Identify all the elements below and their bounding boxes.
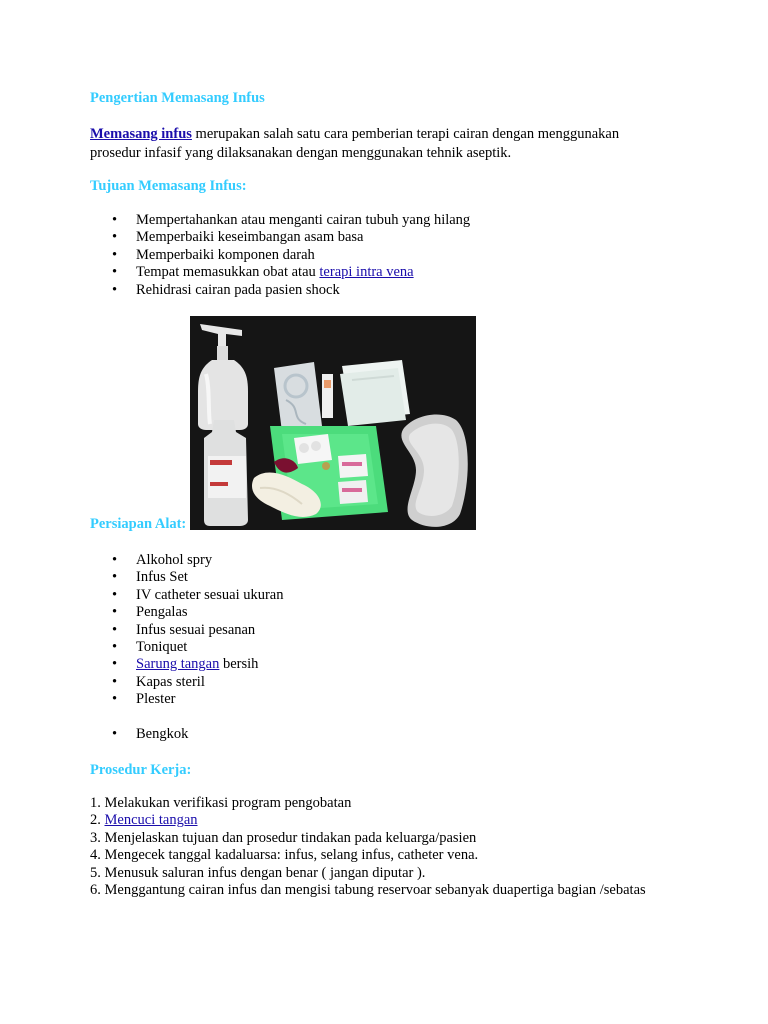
list-item: • Rehidrasi cairan pada pasien shock bbox=[90, 282, 470, 299]
intro-text-line1: merupakan salah satu cara pemberian terapi cairan dengan menggunakan bbox=[191, 126, 620, 142]
list-item: • Toniquet bbox=[90, 639, 284, 656]
list-item: 4. Mengecek tanggal kadaluarsa: infus, selang infus, catheter vena. bbox=[90, 847, 479, 864]
list-item: • IV catheter sesuai ukuran bbox=[90, 587, 284, 604]
link-memasang-infus[interactable]: Memasang infus bbox=[90, 126, 192, 142]
list-item: • Memperbaiki komponen darah bbox=[90, 247, 470, 264]
list-item: 5. Menusuk saluran infus dengan benar ( jangan diputar ). bbox=[90, 864, 426, 881]
heading-prosedur: Prosedur Kerja: bbox=[90, 762, 192, 778]
list-item: • Sarung tangan bersih bbox=[90, 656, 284, 673]
list-item: • Memperbaiki keseimbangan asam basa bbox=[90, 229, 470, 246]
intro-paragraph bbox=[90, 125, 690, 163]
list-item: 1. Melakukan verifikasi program pengobatan bbox=[90, 795, 352, 811]
alat-list-continued bbox=[90, 726, 188, 743]
list-item: 6. Menggantung cairan infus dan mengisi tabung reservoar sebanyak duapertiga bagian /sebatas bbox=[90, 881, 646, 898]
link-terapi-intra-vena[interactable]: terapi intra vena bbox=[319, 264, 414, 281]
intro-text-line2: prosedur infasif yang dilaksanakan dengan menggunakan tehnik aseptik. bbox=[90, 145, 512, 161]
list-item: • Infus Set bbox=[90, 569, 284, 586]
heading-tujuan: Tujuan Memasang Infus: bbox=[90, 178, 247, 194]
list-item: • Tempat memasukkan obat atau terapi intra vena bbox=[90, 264, 470, 281]
link-sarung-tangan[interactable]: Sarung tangan bbox=[136, 656, 220, 673]
prosedur-list bbox=[90, 795, 646, 899]
infusion-equipment-photo bbox=[190, 316, 476, 530]
list-item: • Mempertahankan atau menganti cairan tubuh yang hilang bbox=[90, 212, 470, 229]
list-item: • Pengalas bbox=[90, 604, 284, 621]
tujuan-list bbox=[90, 212, 470, 299]
link-mencuci-tangan[interactable]: Mencuci tangan bbox=[104, 812, 198, 829]
list-item: • Alkohol spry bbox=[90, 552, 284, 569]
alat-list bbox=[90, 552, 284, 709]
heading-persiapan: Persiapan Alat: bbox=[90, 516, 187, 532]
list-item: • Plester bbox=[90, 691, 284, 708]
list-item: 3. Menjelaskan tujuan dan prosedur tindakan pada keluarga/pasien bbox=[90, 829, 477, 846]
list-item: • Bengkok bbox=[90, 726, 188, 743]
list-item: • Infus sesuai pesanan bbox=[90, 622, 284, 639]
list-item: • Kapas steril bbox=[90, 674, 284, 691]
list-item: 2. Mencuci tangan bbox=[90, 812, 198, 829]
heading-pengertian: Pengertian Memasang Infus bbox=[90, 90, 265, 106]
